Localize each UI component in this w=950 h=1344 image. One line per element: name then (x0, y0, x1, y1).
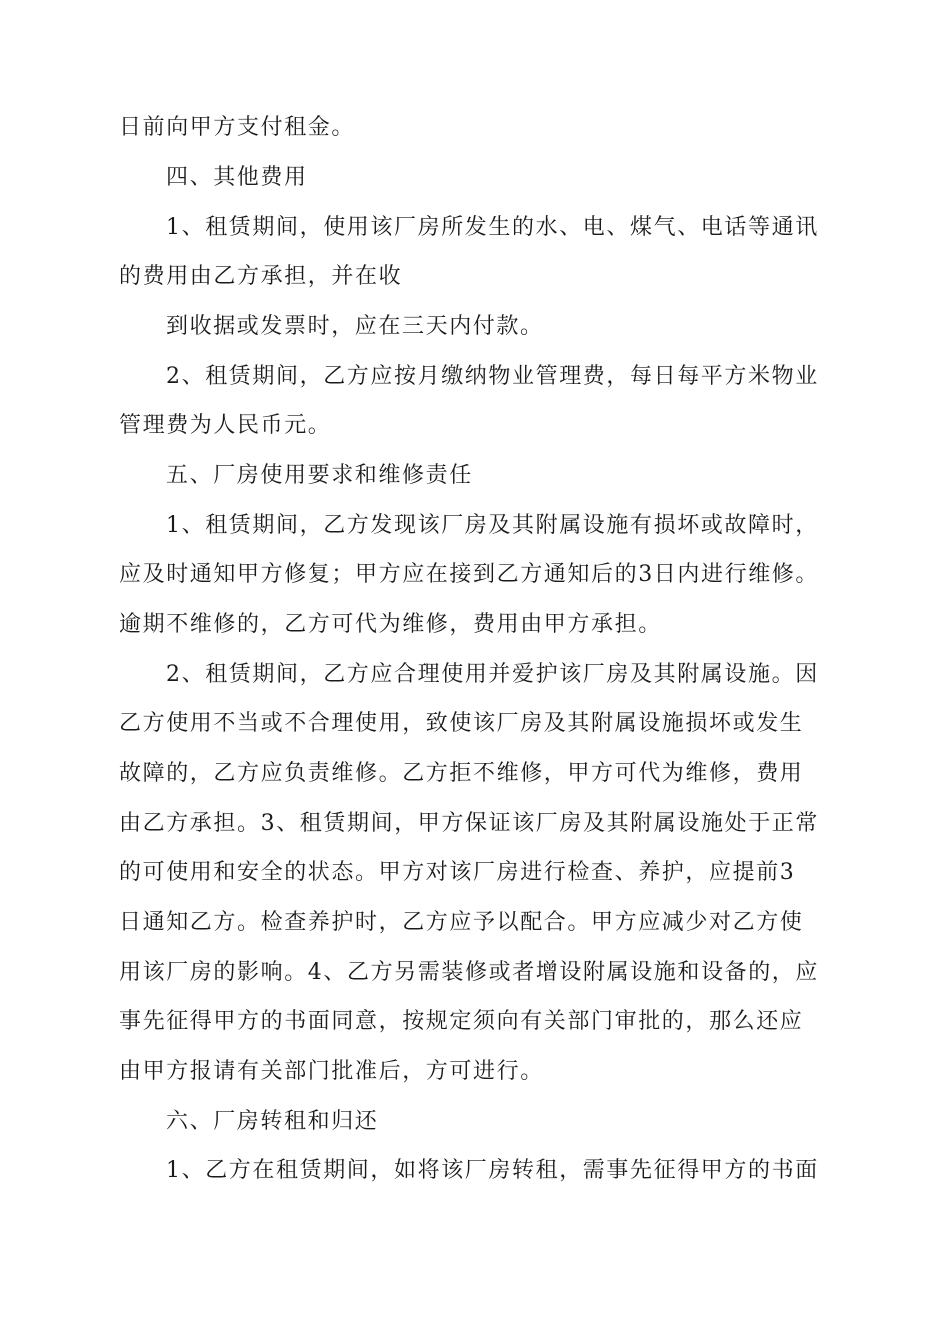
text-line: 由甲方报请有关部门批准后，方可进行。 (119, 1059, 544, 1084)
text-line: 应及时通知甲方修复；甲方应在接到乙方通知后的3日内进行维修。 (119, 562, 819, 587)
text-line: 1、乙方在租赁期间，如将该厂房转租，需事先征得甲方的书面 (166, 1158, 819, 1183)
text-line: 2、租赁期间，乙方应按月缴纳物业管理费，每日每平方米物业 (166, 364, 819, 389)
text-line: 故障的，乙方应负责维修。乙方拒不维修，甲方可代为维修，费用 (119, 761, 804, 786)
text-line: 1、租赁期间，乙方发现该厂房及其附属设施有损坏或故障时， (166, 513, 819, 538)
section-heading-usage-and-repair: 五、厂房使用要求和维修责任 (166, 463, 473, 488)
text-line: 1、租赁期间，使用该厂房所发生的水、电、煤气、电话等通讯 (166, 215, 819, 240)
text-line: 管理费为人民币元。 (119, 413, 332, 438)
text-line: 乙方使用不当或不合理使用，致使该厂房及其附属设施损坏或发生 (119, 711, 804, 736)
text-line: 日前向甲方支付租金。 (119, 115, 356, 140)
text-line: 日通知乙方。检查养护时，乙方应予以配合。甲方应减少对乙方使 (119, 910, 804, 935)
text-line: 的可使用和安全的状态。甲方对该厂房进行检查、养护，应提前3 (119, 860, 796, 885)
section-heading-other-fees: 四、其他费用 (166, 165, 308, 190)
text-line: 事先征得甲方的书面同意，按规定须向有关部门审批的，那么还应 (119, 1009, 804, 1034)
text-line: 的费用由乙方承担，并在收 (119, 264, 403, 289)
text-line: 逾期不维修的，乙方可代为维修，费用由甲方承担。 (119, 612, 662, 637)
text-line: 2、租赁期间，乙方应合理使用并爱护该厂房及其附属设施。因 (166, 662, 819, 687)
section-heading-sublease-and-return: 六、厂房转租和归还 (166, 1109, 379, 1134)
text-line: 用该厂房的影响。4、乙方另需装修或者增设附属设施和设备的，应 (119, 960, 819, 985)
text-line: 由乙方承担。3、租赁期间，甲方保证该厂房及其附属设施处于正常 (119, 811, 819, 836)
text-line: 到收据或发票时，应在三天内付款。 (166, 314, 544, 339)
